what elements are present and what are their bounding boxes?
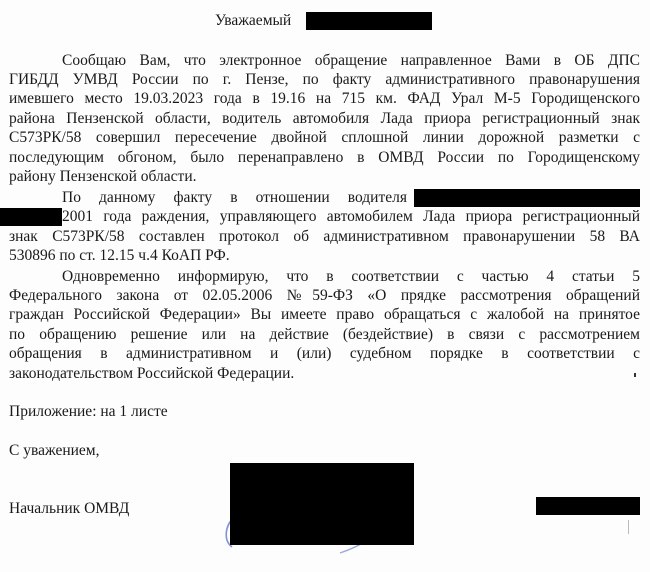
paragraph2-line-1: По данному факту в отношении водителя — [62, 189, 407, 206]
paragraph3-line-5: обращения в административном и (или) судебном порядке в соответствии с — [9, 345, 640, 362]
paragraph2-line-4: 530896 по ст. 12.15 ч.4 КоАП РФ. — [9, 247, 230, 264]
paragraph3-line-6: законодательством Российской Федерации. — [9, 365, 295, 382]
paragraph1-line-5: С573РК/58 совершил пересечение двойной сплошной линии дорожной разметки с — [9, 129, 640, 146]
closing-text: С уважением, — [9, 442, 100, 459]
paragraph2-line-3: знак С573РК/58 составлен протокол об административном правонарушении 58 ВА — [9, 228, 640, 245]
scan-mark — [634, 373, 636, 377]
paragraph1-line-3: имевшего место 19.03.2023 года в 19.16 на 715 км. ФАД Урал М-5 Городищенского — [9, 90, 640, 107]
redacted-driver-name — [414, 189, 640, 207]
paragraph1-line-6: последующим обгоном, было перенаправлено в ОМВД России по Городищенскому — [9, 149, 640, 166]
paragraph1-line-7: району Пензенской области. — [9, 168, 197, 185]
scan-mark — [628, 520, 629, 534]
attachment-note: Приложение: на 1 листе — [9, 403, 168, 420]
redacted-birth-date — [0, 208, 62, 226]
salutation: Уважаемый — [215, 12, 292, 29]
paragraph3-line-2: Федерального закона от 02.05.2006 №59-ФЗ «О прядке рассмотрения обращений — [9, 287, 640, 304]
redacted-recipient-name — [306, 12, 432, 30]
signatory-title: Начальник ОМВД — [9, 500, 130, 517]
paragraph3-line-4: по обращению решение или на действие (бездействие) в связи с рассмотрением — [9, 326, 640, 343]
paragraph1-line-2: ГИБДД УМВД России по г. Пензе, по факту административного правонарушения — [9, 71, 640, 88]
redacted-signature — [230, 463, 414, 545]
paragraph3-line-3: граждан Российской Федерации» Вы имеете право обращаться с жалобой на принятое — [9, 306, 640, 323]
paragraph3-line-1: Одновременно информирую, что в соответствии с частью 4 статьи 5 — [62, 268, 640, 285]
paragraph1-line-4: района Пензенской области, водитель автомобиля Лада приора регистрационный знак — [9, 110, 640, 127]
paragraph1-line-1: Сообщаю Вам, что электронное обращение направленное Вами в ОБ ДПС — [62, 52, 640, 69]
paragraph2-line-2: 2001 года раждения, управляющего автомобилем Лада приора регистрационный — [62, 208, 640, 225]
redacted-signatory-name — [536, 497, 640, 515]
